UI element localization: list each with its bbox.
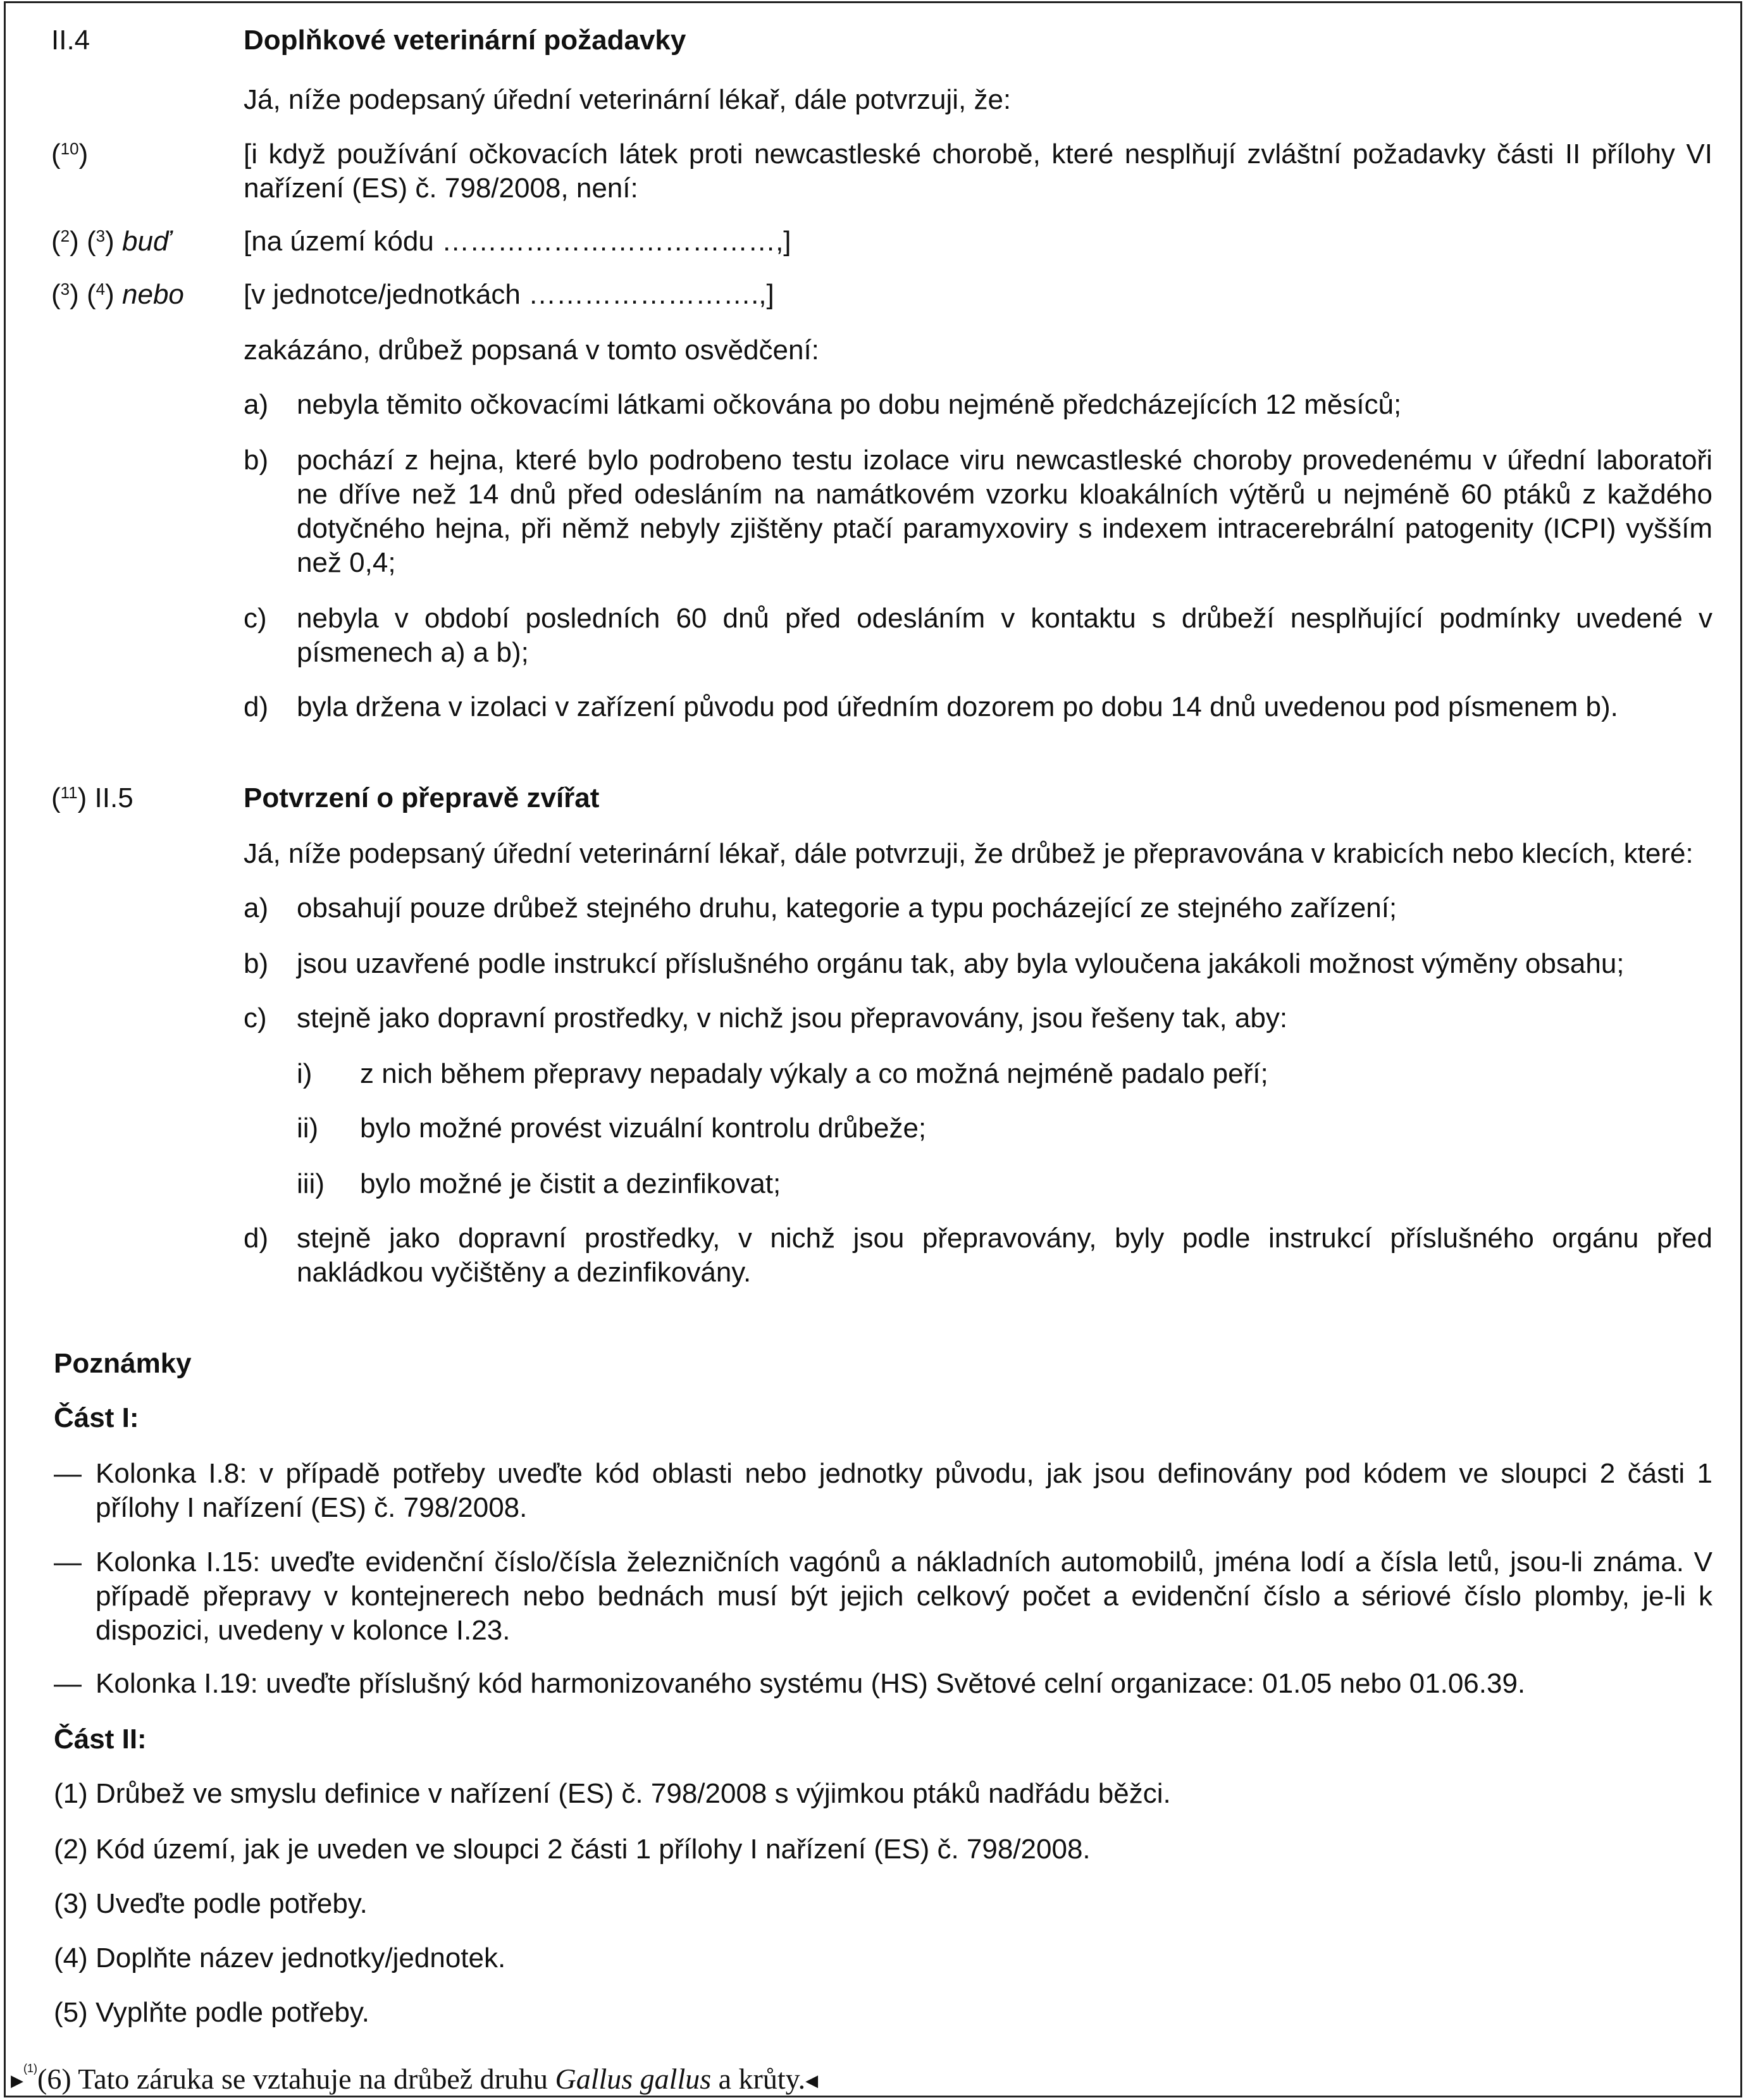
list-item-label: b) bbox=[244, 948, 269, 979]
amendment-marker: (1) bbox=[23, 2062, 37, 2075]
list-item-label: a) bbox=[244, 389, 269, 420]
territory-code-field: [na území kódu ………………………………,] bbox=[244, 226, 791, 257]
section-number: II.4 bbox=[51, 25, 90, 56]
list-item: byla držena v izolaci v zařízení původu pod úředním dozorem po dobu 14 dnů uvedenou pod písmenem b). bbox=[297, 691, 1618, 722]
note-item: Kolonka I.8: v případě potřeby uveďte kód oblasti nebo jednotky původu, jak jsou definovány pod kódem ve sloupci 2 části 1 přílohy I nařízení (ES) č. 798/2008. bbox=[96, 1458, 1712, 1523]
footnote-item: (4) Doplňte název jednotky/jednotek. bbox=[54, 1942, 506, 1973]
sub-item: bylo možné provést vizuální kontrolu drůbeže; bbox=[360, 1113, 927, 1144]
part-heading: Část II: bbox=[54, 1724, 147, 1755]
list-item: stejně jako dopravní prostředky, v nichž jsou přepravovány, jsou řešeny tak, aby: bbox=[297, 1003, 1288, 1034]
note-item: Kolonka I.19: uveďte příslušný kód harmonizovaného systému (HS) Světové celní organizace: 01.05 nebo 01.06.39. bbox=[96, 1668, 1526, 1699]
section-title: Doplňkové veterinární požadavky bbox=[244, 25, 686, 56]
list-item: obsahují pouze drůbež stejného druhu, kategorie a typu pocházející ze stejného zařízení; bbox=[297, 892, 1397, 923]
note-item: Kolonka I.15: uveďte evidenční číslo/čísla železničních vagónů a nákladních automobilů, jména lodí a čísla letů, jsou-li známa. V případě přepravy v kontejnerech nebo bednách musí být jejich celkový počet a evidenční číslo a sériové číslo plomby, je-li k dispozici, uvedeny v kolonce I.23. bbox=[96, 1547, 1712, 1646]
section-number: ($^{11}$) II.5 bbox=[51, 782, 133, 813]
prohibited-statement: zakázáno, drůbež popsaná v tomto osvědčení: bbox=[244, 335, 819, 366]
section-intro: Já, níže podepsaný úřední veterinární lékař, dále potvrzuji, že: bbox=[244, 84, 1012, 115]
list-item-label: a) bbox=[244, 892, 269, 923]
dash-bullet: — bbox=[54, 1458, 82, 1489]
list-item: stejně jako dopravní prostředky, v nichž jsou přepravovány, byly podle instrukcí příslušného orgánu před nakládkou vyčištěny a dezinfikovány. bbox=[297, 1223, 1712, 1288]
vaccination-condition: [i když používání očkovacích látek proti newcastleské chorobě, které nesplňují zvláštní požadavky části II přílohy VI nařízení (ES) č. 798/2008, není: bbox=[244, 139, 1712, 204]
sub-item: z nich během přepravy nepadaly výkaly a co možná nejméně padalo peří; bbox=[360, 1058, 1268, 1089]
list-item-label: c) bbox=[244, 603, 267, 634]
list-item: nebyla těmito očkovacími látkami očkována po dobu nejméně předcházejících 12 měsíců; bbox=[297, 389, 1402, 420]
dash-bullet: — bbox=[54, 1547, 82, 1578]
list-item: jsou uzavřené podle instrukcí příslušného orgánu tak, aby byla vyloučena jakákoli možnost výměny obsahu; bbox=[297, 948, 1625, 979]
footnote-item: (2) Kód území, jak je uveden ve sloupci 2 části 1 přílohy I nařízení (ES) č. 798/2008. bbox=[54, 1834, 1091, 1865]
sub-item-label: i) bbox=[297, 1058, 313, 1089]
document-page bbox=[4, 1, 1742, 2097]
dash-bullet: — bbox=[54, 1668, 82, 1699]
list-item-label: b) bbox=[244, 445, 269, 476]
amendment-end-icon: ◀ bbox=[805, 2071, 819, 2090]
amendment-footnote: ▶$^{(1)}$(6) Tato záruka se vztahuje na drůbež druhu Gallus gallus a krůty.◀ bbox=[11, 2062, 819, 2095]
sub-item-label: iii) bbox=[297, 1168, 325, 1199]
section-title: Potvrzení o přepravě zvířat bbox=[244, 782, 600, 813]
list-item: pochází z hejna, které bylo podrobeno testu izolace viru newcastleské choroby provedenému v úřední laboratoři ne dříve než 14 dnů před odesláním na namátkovém vzorku kloakálních výtěrů u nejméně 60 ptáků z každého dotyčného hejna, při němž nebyly zjištěny ptačí paramyxoviry s indexem intracerebrální patogenity (ICPI) vyšším než 0,4; bbox=[297, 445, 1712, 578]
or-label: ($^3$) ($^4$) nebo bbox=[51, 279, 184, 310]
amendment-start-icon: ▶ bbox=[11, 2071, 23, 2090]
list-item-label: c) bbox=[244, 1003, 267, 1034]
footnote-ref: ($^{10}$) bbox=[51, 139, 89, 170]
notes-heading: Poznámky bbox=[54, 1348, 192, 1379]
list-item: nebyla v období posledních 60 dnů před odesláním v kontaktu s drůbeží nesplňující podmínky uvedené v písmenech a) a b); bbox=[297, 603, 1712, 668]
unit-field: [v jednotce/jednotkách …………………….,] bbox=[244, 279, 774, 310]
sub-item-label: ii) bbox=[297, 1113, 319, 1144]
section-intro: Já, níže podepsaný úřední veterinární lékař, dále potvrzuji, že drůbež je přepravována v krabicích nebo klecích, které: bbox=[244, 838, 1693, 869]
part-heading: Část I: bbox=[54, 1402, 139, 1433]
list-item-label: d) bbox=[244, 1223, 269, 1254]
list-item-label: d) bbox=[244, 691, 269, 722]
footnote-item: (5) Vyplňte podle potřeby. bbox=[54, 1997, 369, 2028]
either-label: ($^2$) ($^3$) buď bbox=[51, 226, 171, 257]
footnote-item: (1) Drůbež ve smyslu definice v nařízení (ES) č. 798/2008 s výjimkou ptáků nadřádu běžci. bbox=[54, 1778, 1171, 1809]
sub-item: bylo možné je čistit a dezinfikovat; bbox=[360, 1168, 781, 1199]
footnote-item: (3) Uveďte podle potřeby. bbox=[54, 1888, 368, 1919]
